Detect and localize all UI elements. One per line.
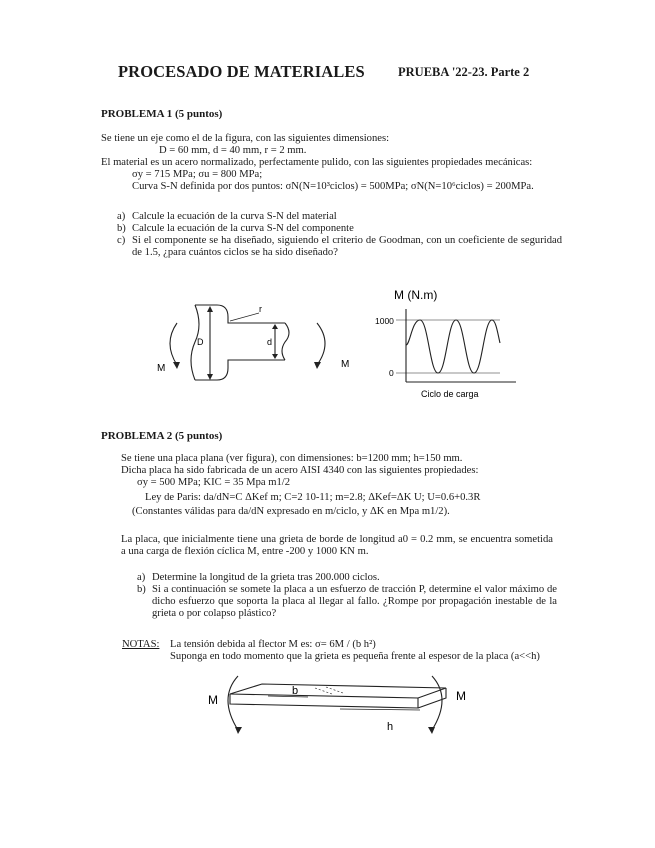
problem2-properties: σy = 500 MPa; KIC = 35 Mpa m1/2: [137, 477, 291, 488]
chart-xlabel: Ciclo de carga: [421, 389, 479, 399]
note-small-crack: Suponga en todo momento que la grieta es pequeña frente al espesor de la placa (a<<h): [170, 651, 540, 662]
problem2-question-b: b) Si a continuación se somete la placa a un esfuerzo de tracción P, determine el valor máximo de dicho esfuerzo que soporta la placa al llegar al fallo. ¿Rompe por propagación inestable de la grieta o por colapso plástico?: [137, 584, 557, 619]
problem1-question-a: a) Calcule la ecuación de la curva S-N del material: [117, 211, 337, 222]
plate-label-h: h: [387, 721, 394, 733]
plate-label-M-left: M: [208, 693, 218, 707]
problem1-properties: σy = 715 MPa; σu = 800 MPa;: [132, 169, 263, 180]
exam-label: PRUEBA '22-23. Parte 2: [398, 65, 530, 79]
plate-label-M-right: M: [456, 689, 466, 703]
problem1-heading: PROBLEMA 1 (5 puntos): [101, 108, 223, 120]
problem1-material: El material es un acero normalizado, perfectamente pulido, con las siguientes propiedades mecánicas:: [101, 157, 533, 168]
chart-tick-1000: 1000: [375, 316, 394, 326]
plate-label-b: b: [292, 685, 299, 697]
page-title: PROCESADO DE MATERIALES: [118, 62, 365, 81]
note-tension: La tensión debida al flector M es: σ= 6M / (b h²): [170, 639, 376, 650]
problem1-question-c: c) Si el componente se ha diseñado, siguiendo el criterio de Goodman, con un coeficiente de seguridad de 1.5, ¿para cuántos ciclos se ha sido diseñado?: [117, 235, 562, 258]
problem2-heading: PROBLEMA 2 (5 puntos): [101, 430, 223, 442]
problem2-question-a: a) Determine la longitud de la grieta tras 200.000 ciclos.: [137, 572, 380, 583]
chart-tick-0: 0: [389, 368, 394, 378]
chart-ylabel: M (N.m): [394, 288, 438, 302]
problem1-intro: Se tiene un eje como el de la figura, con las siguientes dimensiones:: [101, 133, 390, 144]
problem1-dimensions: D = 60 mm, d = 40 mm, r = 2 mm.: [159, 145, 307, 156]
problem2-units: (Constantes válidas para da/dN expresado en m/ciclo, y ΔK en Mpa m1/2).: [132, 506, 450, 517]
shaft-figure: [155, 295, 365, 390]
chart-load-curve: [406, 320, 500, 373]
notes-label: NOTAS:: [122, 639, 160, 650]
problem2-material: Dicha placa ha sido fabricada de un acero AISI 4340 con las siguientes propiedades:: [121, 465, 479, 476]
label-d: d: [267, 337, 273, 347]
problem1-sn-curve: Curva S-N definida por dos puntos: σN(N=10³ciclos) = 500MPa; σN(N=10⁶ciclos) = 200MPa.: [132, 181, 534, 192]
problem2-initial: La placa, que inicialmente tiene una grieta de borde de longitud a0 = 0.2 mm, se encuentra sometida a una carga de flexión cíclica M, entre -200 y 1000 KN m.: [121, 534, 553, 557]
label-r: r: [259, 304, 262, 314]
problem1-question-b: b) Calcule la ecuación de la curva S-N del componente: [117, 223, 354, 234]
problem2-paris-law: Ley de Paris: da/dN=C ΔKef m; C=2 10-11; m=2.8; ΔKef=ΔK U; U=0.6+0.3R: [145, 492, 481, 503]
plate-figure: [200, 670, 480, 750]
label-M-right: M: [341, 359, 350, 370]
label-M-left: M: [157, 363, 166, 374]
load-chart: [372, 285, 522, 403]
problem2-intro: Se tiene una placa plana (ver figura), con dimensiones: b=1200 mm; h=150 mm.: [121, 453, 463, 464]
label-D: D: [197, 337, 204, 347]
